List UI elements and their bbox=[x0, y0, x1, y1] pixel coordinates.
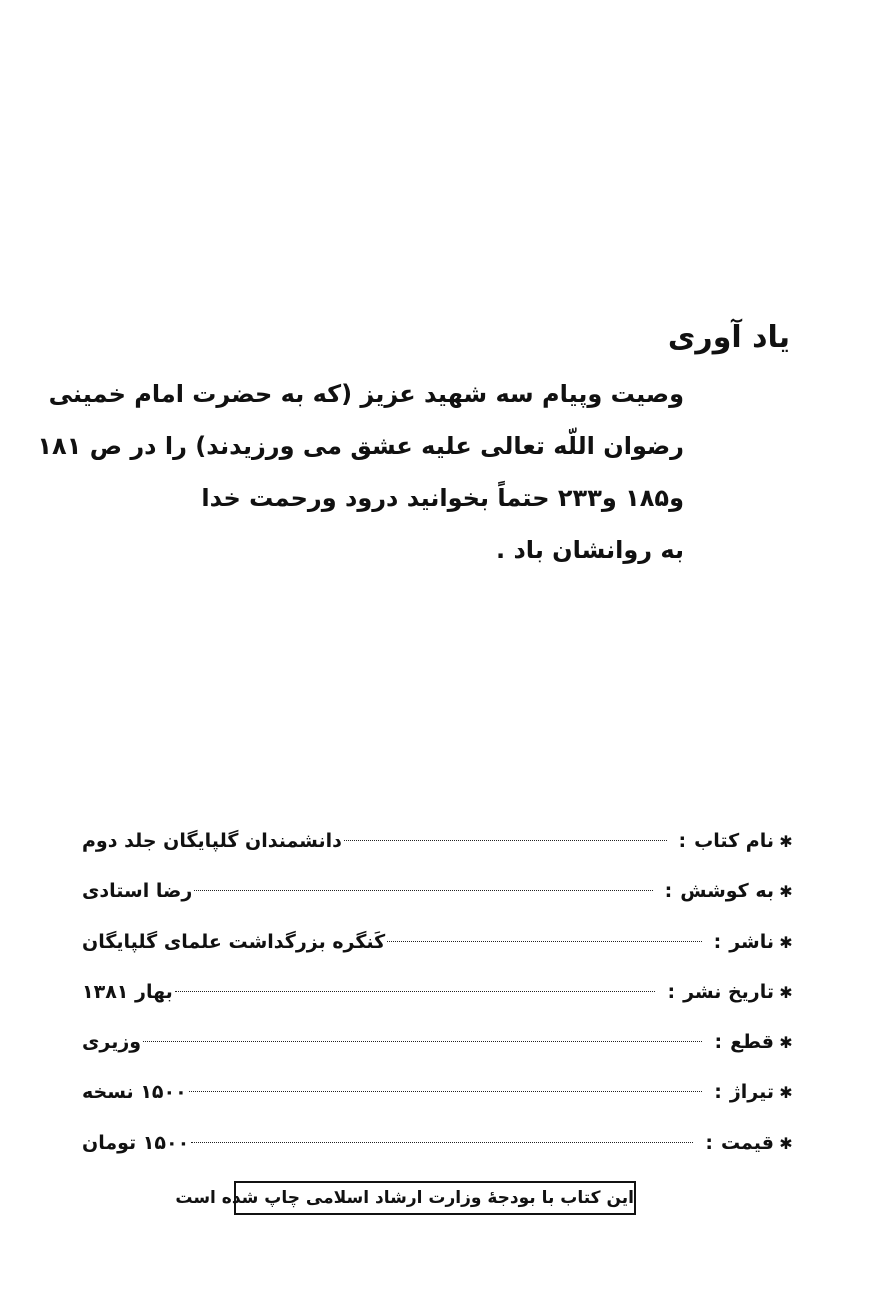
colophon-row-format bbox=[82, 1017, 794, 1067]
remembrance-line: و۱۸۵ و۲۳۳ حتماً بخوانید درود ورحمت خدا bbox=[201, 484, 684, 512]
colophon-colon: : bbox=[705, 1131, 713, 1154]
colophon-value: دانشمندان گلپایگان جلد دوم bbox=[82, 830, 342, 852]
colophon-row-price bbox=[82, 1118, 794, 1168]
colophon-label: نام کتاب bbox=[694, 830, 774, 852]
colophon-colon: : bbox=[667, 980, 676, 1003]
remembrance-line: رضوان اللّه تعالی علیه عشق می ورزیدند) را در ص ۱۸۱ bbox=[37, 432, 684, 460]
colophon-colon: : bbox=[664, 880, 673, 903]
colophon-colon: : bbox=[678, 830, 687, 852]
colophon-label: قیمت bbox=[720, 1131, 774, 1154]
colophon-label: قطع bbox=[730, 1031, 774, 1054]
dotted-leader bbox=[194, 890, 652, 891]
dotted-leader bbox=[189, 1091, 703, 1092]
colophon-colon: : bbox=[713, 930, 722, 953]
colophon-list bbox=[82, 816, 794, 1168]
colophon-row-compiler bbox=[82, 866, 794, 916]
colophon-label: به کوشش bbox=[680, 880, 774, 903]
colophon-label: ناشر bbox=[729, 930, 774, 953]
colophon-row-book-name bbox=[82, 816, 794, 866]
colophon-value: وزیری bbox=[82, 1031, 142, 1054]
colophon-colon: : bbox=[714, 1031, 723, 1054]
colophon-row-print-run bbox=[82, 1067, 794, 1117]
funding-notice-box: این کتاب با بودجهٔ وزارت ارشاد اسلامی چاپ شده است bbox=[234, 1181, 636, 1215]
remembrance-line: وصیت وپیام سه شهید عزیز (که به حضرت امام خمینی bbox=[48, 380, 684, 408]
colophon-row-publisher bbox=[82, 917, 794, 967]
colophon-row-publish-date bbox=[82, 967, 794, 1017]
dotted-leader bbox=[387, 941, 701, 942]
colophon-value: ۱۵۰۰ تومان bbox=[82, 1131, 190, 1154]
colophon-label: تاریخ نشر bbox=[683, 980, 774, 1003]
remembrance-paragraph bbox=[37, 368, 684, 576]
remembrance-line: به روانشان باد . bbox=[496, 536, 684, 564]
asterisk-bullet-icon: ✱ bbox=[779, 932, 793, 952]
asterisk-bullet-icon: ✱ bbox=[779, 1033, 793, 1053]
colophon-value: بهار ۱۳۸۱ bbox=[82, 980, 173, 1003]
dotted-leader bbox=[191, 1142, 693, 1143]
remembrance-heading: یاد آوری bbox=[667, 320, 790, 355]
asterisk-bullet-icon: ✱ bbox=[779, 832, 793, 851]
asterisk-bullet-icon: ✱ bbox=[779, 1083, 793, 1103]
dotted-leader bbox=[143, 1041, 702, 1042]
colophon-value: کَنگره بزرگداشت علمای گلپایگان bbox=[82, 930, 386, 953]
asterisk-bullet-icon: ✱ bbox=[779, 982, 793, 1002]
dotted-leader bbox=[175, 991, 656, 992]
colophon-colon: : bbox=[714, 1081, 722, 1104]
asterisk-bullet-icon: ✱ bbox=[779, 1133, 793, 1153]
dotted-leader bbox=[344, 840, 667, 841]
colophon-label: تیراژ bbox=[729, 1081, 774, 1104]
colophon-value: ۱۵۰۰ نسخه bbox=[82, 1081, 187, 1104]
asterisk-bullet-icon: ✱ bbox=[779, 882, 793, 902]
colophon-value: رضا استادی bbox=[82, 880, 193, 903]
